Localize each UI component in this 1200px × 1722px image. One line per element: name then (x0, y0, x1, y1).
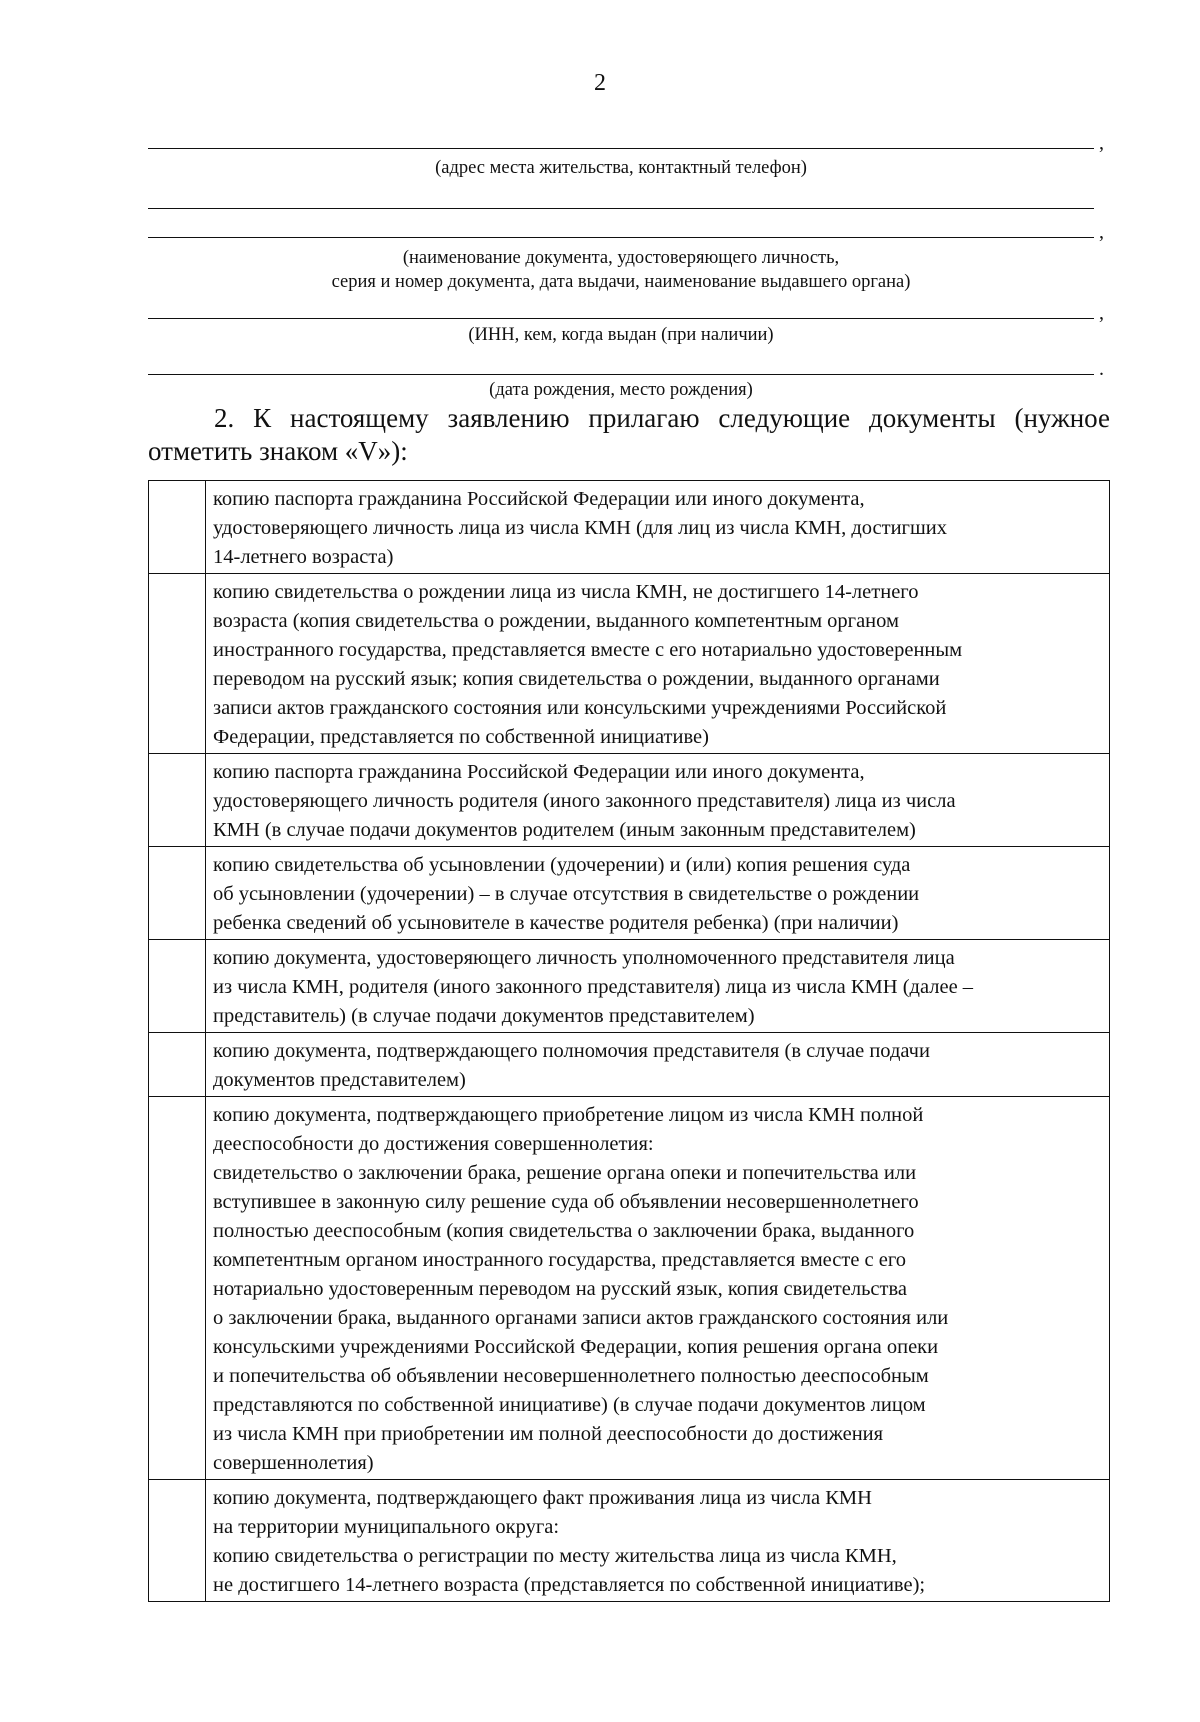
documents-checklist-table (148, 480, 1110, 1602)
birth-field[interactable] (148, 358, 1104, 380)
text-line: 14-летнего возраста) (213, 546, 394, 568)
document-description (206, 1097, 1110, 1480)
table-row (149, 1480, 1110, 1602)
document-description (206, 574, 1110, 754)
text-line: Федерации, представляется по собственной инициативе) (213, 726, 709, 748)
text-line: копию свидетельства об усыновлении (удочерении) и (или) копия решения суда (213, 854, 911, 876)
text-line: КМН (в случае подачи документов родителем (иным законным представителем) (213, 819, 916, 841)
text-line: свидетельство о заключении брака, решение органа опеки и попечительства или (213, 1162, 917, 1184)
text-line: копию паспорта гражданина Российской Федерации или иного документа, (213, 761, 865, 783)
caption-line: (дата рождения, место рождения) (489, 380, 753, 400)
inn-field[interactable] (148, 302, 1104, 324)
text-line: копию документа, подтверждающего приобретение лицом из числа КМН полной (213, 1104, 924, 1126)
text-line: об усыновлении (удочерении) – в случае отсутствия в свидетельстве о рождении (213, 883, 920, 905)
field-punctuation: , (1099, 302, 1104, 324)
section-heading: 2. К настоящему заявлению прилагаю следующие документы (нужное отметить знаком «V»): (148, 403, 1110, 466)
checkbox-cell[interactable] (149, 574, 206, 754)
identity-underline (148, 237, 1094, 238)
text-line: из числа КМН, родителя (иного законного представителя) лица из числа КМН (далее – (213, 976, 974, 998)
text-line: копию свидетельства о регистрации по месту жительства лица из числа КМН, (213, 1545, 897, 1567)
text-line: иностранного государства, представляется вместе с его нотариально удостоверенным (213, 639, 963, 661)
text-line: удостоверяющего личность лица из числа КМН (для лиц из числа КМН, достигших (213, 517, 947, 539)
caption-line: (ИНН, кем, когда выдан (при наличии) (468, 325, 774, 345)
text-line: вступившее в законную силу решение суда об объявлении несовершеннолетнего (213, 1191, 919, 1213)
address-underline (148, 148, 1094, 149)
text-line: записи актов гражданского состояния или консульскими учреждениями Российской (213, 697, 947, 719)
table-row (149, 847, 1110, 940)
text-line: не достигшего 14-летнего возраста (представляется по собственной инициативе); (213, 1574, 926, 1596)
field-punctuation: , (1099, 132, 1104, 154)
page-number: 2 (594, 70, 606, 96)
birth-underline (148, 374, 1094, 375)
field-punctuation: , (1099, 221, 1104, 243)
text-line: и попечительства об объявлении несовершеннолетнего полностью дееспособным (213, 1365, 929, 1387)
identity-document-field-line-2[interactable] (148, 221, 1104, 243)
field-punctuation: . (1099, 358, 1104, 380)
inn-underline (148, 318, 1094, 319)
text-line: дееспособности до достижения совершеннолетия: (213, 1133, 654, 1155)
table-row (149, 1033, 1110, 1097)
text-line: копию документа, подтверждающего полномочия представителя (в случае подачи (213, 1040, 930, 1062)
document-description (206, 940, 1110, 1033)
text-line: копию свидетельства о рождении лица из числа КМН, не достигшего 14-летнего (213, 581, 919, 603)
table-row (149, 1097, 1110, 1480)
text-line: совершеннолетия) (213, 1452, 374, 1474)
text-line: удостоверяющего личность родителя (иного законного представителя) лица из числа (213, 790, 956, 812)
text-line: возраста (копия свидетельства о рождении, выданного компетентным органом (213, 610, 899, 632)
text-line: представляются по собственной инициативе) (в случае подачи документов лицом (213, 1394, 926, 1416)
address-field[interactable] (148, 132, 1104, 154)
table-row (149, 574, 1110, 754)
text-line: документов представителем) (213, 1069, 466, 1091)
text-line: о заключении брака, выданного органами записи актов гражданского состояния или (213, 1307, 949, 1329)
text-line: из числа КМН при приобретении им полной дееспособности до достижения (213, 1423, 884, 1445)
address-caption (148, 156, 1094, 180)
checkbox-cell[interactable] (149, 481, 206, 574)
text-line: переводом на русский язык; копия свидетельства о рождении, выданного органами (213, 668, 940, 690)
checkbox-cell[interactable] (149, 847, 206, 940)
document-description (206, 481, 1110, 574)
checkbox-cell[interactable] (149, 1097, 206, 1480)
caption-line: серия и номер документа, дата выдачи, наименование выдавшего органа) (331, 272, 911, 292)
inn-caption (148, 323, 1094, 347)
checkbox-cell[interactable] (149, 1480, 206, 1602)
text-line: компетентным органом иностранного государства, представляется вместе с его (213, 1249, 907, 1271)
text-line: ребенка сведений об усыновителе в качестве родителя ребенка) (при наличии) (213, 912, 899, 934)
text-line: копию документа, подтверждающего факт проживания лица из числа КМН (213, 1487, 872, 1509)
text-line: копию паспорта гражданина Российской Федерации или иного документа, (213, 488, 865, 510)
checkbox-cell[interactable] (149, 940, 206, 1033)
document-description (206, 754, 1110, 847)
text-line: на территории муниципального округа: (213, 1516, 560, 1538)
identity-underline (148, 208, 1094, 209)
birth-caption (148, 378, 1094, 402)
checkbox-cell[interactable] (149, 754, 206, 847)
text-line: нотариально удостоверенным переводом на русский язык, копия свидетельства (213, 1278, 907, 1300)
text-line: копию документа, удостоверяющего личность уполномоченного представителя лица (213, 947, 955, 969)
text-line: консульскими учреждениями Российской Федерации, копия решения органа опеки (213, 1336, 939, 1358)
identity-document-caption (148, 246, 1094, 294)
identity-document-field-line-1[interactable] (148, 208, 1094, 209)
document-description (206, 1480, 1110, 1602)
document-description (206, 1033, 1110, 1097)
text-line: представитель) (в случае подачи документов представителем) (213, 1005, 755, 1027)
checkbox-cell[interactable] (149, 1033, 206, 1097)
text-line: полностью дееспособным (копия свидетельства о заключении брака, выданного (213, 1220, 915, 1242)
table-row (149, 754, 1110, 847)
caption-line: (наименование документа, удостоверяющего личность, (402, 248, 840, 268)
table-row (149, 940, 1110, 1033)
caption-line: (адрес места жительства, контактный телефон) (435, 158, 807, 178)
table-row (149, 481, 1110, 574)
document-description (206, 847, 1110, 940)
